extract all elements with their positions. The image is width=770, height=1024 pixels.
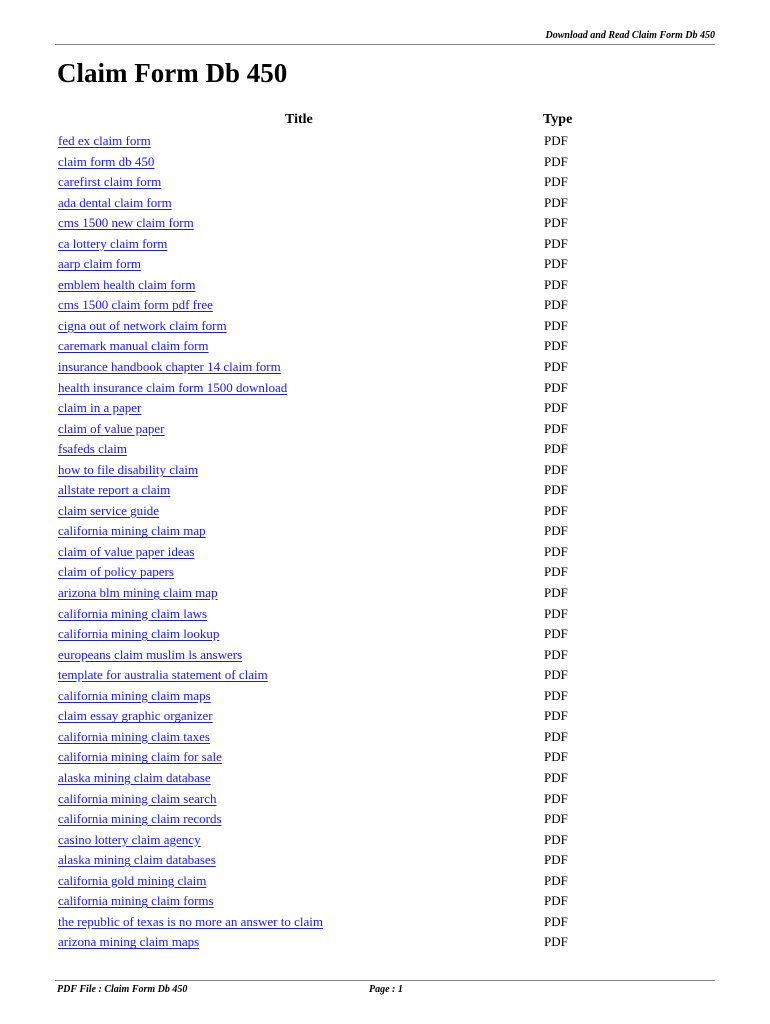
file-type-label: PDF [544, 256, 568, 272]
file-type-label: PDF [544, 420, 568, 436]
document-link[interactable]: california mining claim taxes [58, 728, 210, 744]
file-type-label: PDF [544, 585, 568, 601]
document-link[interactable]: alaska mining claim databases [58, 852, 216, 868]
column-header-type: Type [543, 112, 573, 127]
file-type-label: PDF [544, 133, 568, 148]
document-link[interactable]: health insurance claim form 1500 download [58, 379, 288, 395]
list-item [0, 172, 770, 193]
file-type-label: PDF [544, 667, 568, 683]
list-item [0, 583, 770, 604]
document-link[interactable]: fed ex claim form [58, 133, 151, 148]
file-type-label: PDF [544, 728, 568, 744]
list-item [0, 706, 770, 727]
document-link[interactable]: insurance handbook chapter 14 claim form [58, 359, 281, 375]
file-type-label: PDF [544, 708, 568, 724]
document-link[interactable]: allstate report a claim [58, 482, 171, 498]
document-title: Claim Form Db 450 [57, 58, 288, 88]
list-item [0, 480, 770, 501]
file-type-label: PDF [544, 872, 568, 888]
list-item [0, 213, 770, 234]
file-type-label: PDF [544, 441, 568, 457]
list-item [0, 501, 770, 522]
list-item [0, 830, 770, 851]
list-item [0, 768, 770, 789]
document-list [0, 131, 770, 953]
list-item [0, 336, 770, 357]
file-type-label: PDF [544, 297, 568, 313]
document-link[interactable]: fsafeds claim [58, 441, 127, 457]
header-divider [55, 44, 715, 45]
file-type-label: PDF [544, 359, 568, 375]
document-link[interactable]: alaska mining claim database [58, 769, 211, 785]
document-link[interactable]: california mining claim for sale [58, 749, 222, 765]
list-item [0, 624, 770, 645]
document-link[interactable]: california mining claim records [58, 811, 222, 827]
column-header-title: Title [285, 112, 313, 127]
document-link[interactable]: claim essay graphic organizer [58, 708, 213, 724]
file-type-label: PDF [544, 338, 568, 354]
file-type-label: PDF [544, 194, 568, 210]
document-link[interactable]: how to file disability claim [58, 461, 199, 477]
file-type-label: PDF [544, 790, 568, 806]
file-type-label: PDF [544, 482, 568, 498]
document-link[interactable]: ca lottery claim form [58, 235, 168, 251]
list-item [0, 357, 770, 378]
document-link[interactable]: europeans claim muslim ls answers [58, 646, 243, 662]
file-type-label: PDF [544, 913, 568, 929]
document-link[interactable]: casino lottery claim agency [58, 831, 201, 847]
document-link[interactable]: claim of value paper [58, 420, 165, 436]
file-type-label: PDF [544, 749, 568, 765]
list-item [0, 727, 770, 748]
footer-page-number: Page : 1 [369, 984, 403, 995]
list-item [0, 932, 770, 953]
list-item [0, 521, 770, 542]
file-type-label: PDF [544, 317, 568, 333]
file-type-label: PDF [544, 605, 568, 621]
document-link[interactable]: california mining claim lookup [58, 626, 220, 642]
file-type-label: PDF [544, 646, 568, 662]
list-item [0, 604, 770, 625]
list-item [0, 645, 770, 666]
document-link[interactable]: claim in a paper [58, 400, 142, 416]
file-type-label: PDF [544, 626, 568, 642]
list-item [0, 747, 770, 768]
document-link[interactable]: the republic of texas is no more an answer to claim [58, 913, 323, 929]
file-type-label: PDF [544, 400, 568, 416]
document-link[interactable]: california mining claim forms [58, 893, 214, 909]
list-item [0, 234, 770, 255]
document-link[interactable]: claim form db 450 [58, 153, 155, 169]
file-type-label: PDF [544, 831, 568, 847]
footer-divider [55, 980, 715, 981]
file-type-label: PDF [544, 852, 568, 868]
footer-file-label: PDF File : Claim Form Db 450 [57, 984, 188, 995]
list-item [0, 542, 770, 563]
file-type-label: PDF [544, 153, 568, 169]
file-type-label: PDF [544, 934, 568, 950]
document-link[interactable]: cms 1500 claim form pdf free [58, 297, 213, 313]
list-item [0, 193, 770, 214]
document-link[interactable]: california mining claim laws [58, 605, 208, 621]
file-type-label: PDF [544, 276, 568, 292]
file-type-label: PDF [544, 811, 568, 827]
document-link[interactable]: carefirst claim form [58, 174, 162, 190]
file-type-label: PDF [544, 543, 568, 559]
document-link[interactable]: cigna out of network claim form [58, 317, 227, 333]
list-item [0, 686, 770, 707]
document-link[interactable]: template for australia statement of claim [58, 667, 268, 683]
file-type-label: PDF [544, 769, 568, 785]
list-item [0, 460, 770, 481]
document-link[interactable]: claim service guide [58, 502, 160, 518]
file-type-label: PDF [544, 523, 568, 539]
list-item [0, 789, 770, 810]
document-link[interactable]: cms 1500 new claim form [58, 215, 194, 231]
list-item [0, 871, 770, 892]
list-item [0, 439, 770, 460]
list-item [0, 316, 770, 337]
list-item [0, 419, 770, 440]
document-link[interactable]: arizona blm mining claim map [58, 585, 218, 601]
file-type-label: PDF [544, 235, 568, 251]
document-link[interactable]: california gold mining claim [58, 872, 207, 888]
list-item [0, 131, 770, 152]
document-link[interactable]: ada dental claim form [58, 194, 172, 210]
list-item [0, 891, 770, 912]
file-type-label: PDF [544, 461, 568, 477]
list-item [0, 254, 770, 275]
document-link[interactable]: claim of policy papers [58, 564, 174, 580]
list-item [0, 275, 770, 296]
page-header: Download and Read Claim Form Db 450 [545, 30, 715, 41]
list-item [0, 912, 770, 933]
list-item [0, 398, 770, 419]
list-item [0, 378, 770, 399]
list-item [0, 295, 770, 316]
document-link[interactable]: caremark manual claim form [58, 338, 209, 354]
document-link[interactable]: california mining claim map [58, 523, 206, 539]
document-link[interactable]: claim of value paper ideas [58, 543, 195, 559]
file-type-label: PDF [544, 687, 568, 703]
document-link[interactable]: aarp claim form [58, 256, 142, 272]
file-type-label: PDF [544, 174, 568, 190]
list-item [0, 665, 770, 686]
list-item [0, 850, 770, 871]
file-type-label: PDF [544, 379, 568, 395]
document-link[interactable]: california mining claim maps [58, 687, 211, 703]
list-item [0, 152, 770, 173]
document-link[interactable]: emblem health claim form [58, 276, 196, 292]
list-item [0, 809, 770, 830]
file-type-label: PDF [544, 564, 568, 580]
file-type-label: PDF [544, 893, 568, 909]
file-type-label: PDF [544, 502, 568, 518]
document-link[interactable]: arizona mining claim maps [58, 934, 200, 950]
file-type-label: PDF [544, 215, 568, 231]
list-item [0, 562, 770, 583]
document-link[interactable]: california mining claim search [58, 790, 217, 806]
